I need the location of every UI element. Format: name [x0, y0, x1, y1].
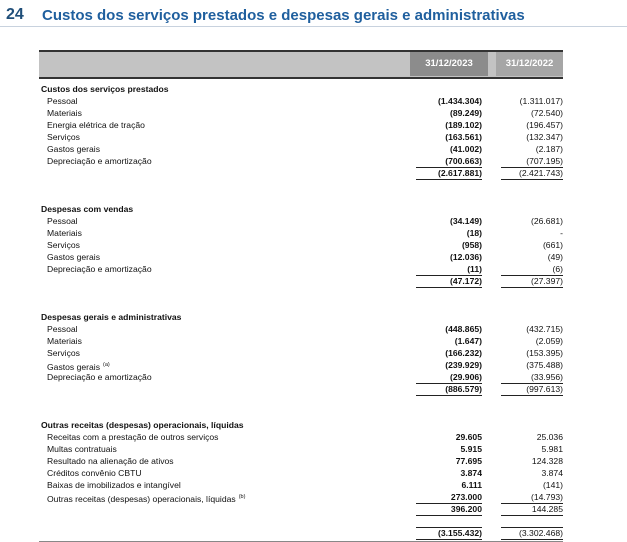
- spacer: [39, 515, 563, 527]
- table-row: [39, 119, 563, 131]
- subtotal-row: [39, 503, 563, 515]
- value-2022: -: [560, 228, 563, 238]
- value-2023: (18): [466, 228, 482, 238]
- row-label-text: Outras receitas (despesas) operacionais, líquidas: [47, 494, 236, 504]
- value-2022: (153.395): [526, 348, 563, 358]
- value-2023: (41.002): [449, 144, 482, 154]
- spacer: [39, 395, 563, 407]
- row-label: [47, 455, 174, 467]
- value-2022: (33.956): [530, 372, 563, 382]
- spacer: [39, 287, 563, 299]
- value-2023: (12.036): [449, 252, 482, 262]
- row-label-text: Materiais: [47, 336, 82, 346]
- row-label: [47, 143, 100, 155]
- table-row: [39, 107, 563, 119]
- section-title-label: Custos dos serviços prestados: [41, 84, 169, 94]
- table-row: [39, 359, 563, 371]
- value-2022: (49): [547, 252, 563, 262]
- grand-total-row: [39, 527, 563, 539]
- section-heading: [6, 4, 525, 26]
- section-title-label: Despesas gerais e administrativas: [41, 312, 182, 322]
- value-2023: 77.695: [455, 456, 482, 466]
- value-2022: (2.187): [535, 144, 563, 154]
- heading-rule: [0, 26, 627, 27]
- row-label-text: Multas contratuais: [47, 444, 117, 454]
- row-label: [47, 335, 82, 347]
- column-header-2022: 31/12/2022: [496, 52, 563, 76]
- footnote-marker: (b): [238, 494, 246, 500]
- row-label-text: Resultado na alienação de ativos: [47, 456, 174, 466]
- value-2022: (72.540): [530, 108, 563, 118]
- table-row: [39, 227, 563, 239]
- table-row: [39, 95, 563, 107]
- table-row: [39, 347, 563, 359]
- table-header: [39, 50, 563, 79]
- section-title: [39, 83, 563, 95]
- row-label-text: Gastos gerais: [47, 144, 101, 154]
- subtotal-2023: 396.200: [416, 503, 482, 516]
- table-row: [39, 215, 563, 227]
- table-row: [39, 323, 563, 335]
- value-2023: 3.874: [460, 468, 482, 478]
- subtotal-2022: (997.613): [501, 383, 563, 396]
- value-2022: (141): [542, 480, 563, 490]
- value-2022: 5.981: [541, 444, 563, 454]
- column-header-2023: 31/12/2023: [410, 52, 488, 76]
- row-label: [47, 95, 78, 107]
- row-label: [47, 131, 80, 143]
- row-label-text: Serviços: [47, 132, 80, 142]
- value-2022: (707.195): [526, 156, 563, 166]
- table-row: [39, 455, 563, 467]
- row-label-text: Serviços: [47, 348, 80, 358]
- row-label-text: Receitas com a prestação de outros serviços: [47, 432, 219, 442]
- table-row: [39, 431, 563, 443]
- subtotal-2023: (886.579): [416, 383, 482, 396]
- value-2022: 3.874: [541, 468, 563, 478]
- row-label-text: Serviços: [47, 240, 80, 250]
- value-2023: (1.434.304): [438, 96, 482, 106]
- section-title-label: Outras receitas (despesas) operacionais, líquidas: [41, 420, 244, 430]
- heading-title: Custos dos serviços prestados e despesas gerais e administrativas: [42, 6, 525, 24]
- row-label-text: Gastos gerais: [47, 362, 101, 372]
- row-label-text: Depreciação e amortização: [47, 372, 152, 382]
- row-label: [47, 371, 152, 383]
- value-2022: (661): [542, 240, 563, 250]
- row-label-text: Depreciação e amortização: [47, 264, 152, 274]
- table-body: [39, 79, 563, 542]
- row-label: [47, 479, 181, 491]
- row-label: [47, 467, 142, 479]
- value-2023: (166.232): [445, 348, 482, 358]
- row-label-text: Créditos convênio CBTU: [47, 468, 142, 478]
- value-2023: 5.915: [460, 444, 482, 454]
- table-row: [39, 467, 563, 479]
- row-label-text: Pessoal: [47, 216, 78, 226]
- spacer: [39, 179, 563, 191]
- table-row: [39, 131, 563, 143]
- value-2022: (14.793): [530, 492, 563, 502]
- table-row: [39, 263, 563, 275]
- spacer: [39, 407, 563, 419]
- table-row: [39, 251, 563, 263]
- value-2022: (132.347): [526, 132, 563, 142]
- subtotal-2023: (2.617.881): [416, 167, 482, 180]
- subtotal-row: [39, 167, 563, 179]
- table-row: [39, 491, 563, 503]
- row-label-text: Pessoal: [47, 324, 78, 334]
- section-title: [39, 203, 563, 215]
- table-row: [39, 371, 563, 383]
- row-label: [47, 443, 117, 455]
- row-label: [47, 251, 100, 263]
- subtotal-2022: (27.397): [501, 275, 563, 288]
- subtotal-row: [39, 275, 563, 287]
- grand-total-2022: (3.302.468): [501, 527, 563, 542]
- expenses-table: [39, 50, 563, 542]
- heading-number: 24: [6, 6, 24, 23]
- value-2022: (375.488): [526, 360, 563, 370]
- row-label: [47, 431, 218, 443]
- footnote-marker: (a): [103, 362, 110, 368]
- spacer: [39, 299, 563, 311]
- row-label-text: Materiais: [47, 228, 82, 238]
- value-2023: (1.647): [454, 336, 482, 346]
- row-label: [47, 323, 78, 335]
- row-label-text: Energia elétrica de tração: [47, 120, 145, 130]
- row-label-text: Baixas de imobilizados e intangível: [47, 480, 181, 490]
- grand-total-2023: (3.155.432): [416, 527, 482, 542]
- table-row: [39, 143, 563, 155]
- row-label: [47, 119, 145, 131]
- row-label-text: Materiais: [47, 108, 82, 118]
- value-2023: (958): [461, 240, 482, 250]
- row-label: [47, 155, 152, 167]
- row-label-text: Pessoal: [47, 96, 78, 106]
- value-2022: (1.311.017): [519, 96, 563, 106]
- row-label: [47, 227, 82, 239]
- row-label-text: Gastos gerais: [47, 252, 101, 262]
- subtotal-2022: (2.421.743): [501, 167, 563, 180]
- subtotal-2023: (47.172): [416, 275, 482, 288]
- value-2022: (432.715): [526, 324, 563, 334]
- value-2023: 29.605: [455, 432, 482, 442]
- table-row: [39, 239, 563, 251]
- value-2022: 124.328: [531, 456, 563, 466]
- table-row: [39, 479, 563, 491]
- spacer: [39, 191, 563, 203]
- section-title: [39, 311, 563, 323]
- subtotal-2022: 144.285: [501, 503, 563, 516]
- value-2023: (163.561): [445, 132, 482, 142]
- value-2023: (239.929): [445, 360, 482, 370]
- value-2023: (34.149): [449, 216, 482, 226]
- table-row: [39, 443, 563, 455]
- value-2023: (189.102): [445, 120, 482, 130]
- table-row: [39, 335, 563, 347]
- value-2022: (196.457): [526, 120, 563, 130]
- row-label-text: Depreciação e amortização: [47, 156, 152, 166]
- row-label: [47, 347, 80, 359]
- value-2023: (29.906): [449, 372, 482, 382]
- row-label: [47, 263, 152, 275]
- value-2023: (448.865): [445, 324, 482, 334]
- value-2022: 25.036: [536, 432, 563, 442]
- section-title: [39, 419, 563, 431]
- value-2023: (11): [467, 264, 482, 274]
- row-label: [47, 107, 82, 119]
- value-2022: (26.681): [530, 216, 563, 226]
- value-2022: (6): [552, 264, 563, 274]
- value-2023: 6.111: [461, 480, 482, 490]
- subtotal-row: [39, 383, 563, 395]
- value-2023: (700.663): [445, 156, 482, 166]
- row-label: [47, 215, 78, 227]
- section-title-label: Despesas com vendas: [41, 204, 134, 214]
- row-label: [47, 239, 80, 251]
- value-2023: (89.249): [449, 108, 482, 118]
- table-row: [39, 155, 563, 167]
- value-2023: 273.000: [450, 492, 482, 502]
- value-2022: (2.059): [535, 336, 563, 346]
